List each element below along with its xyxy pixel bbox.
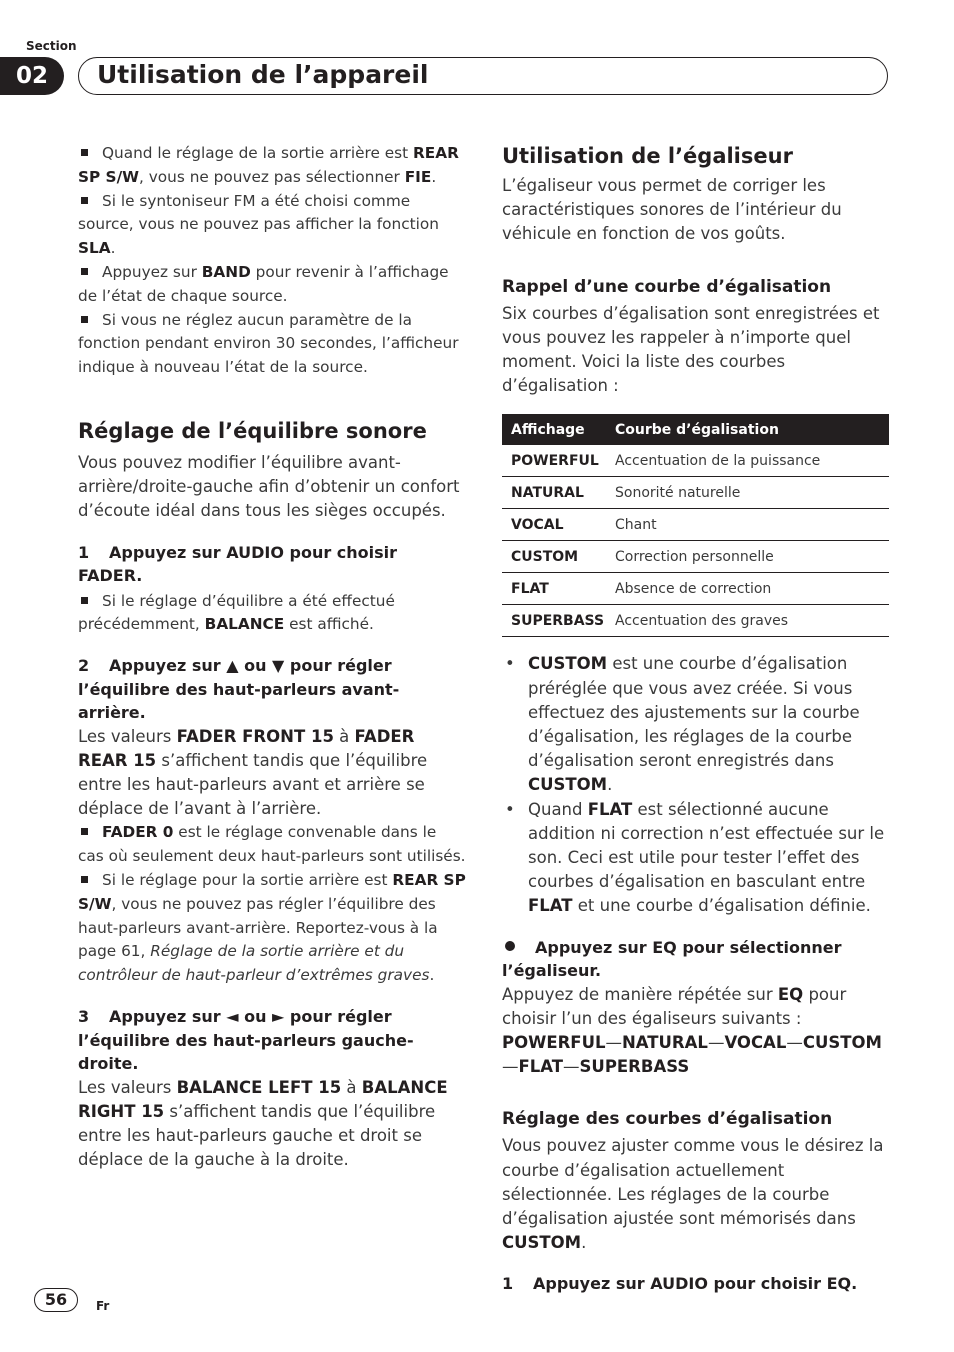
square-bullet-icon — [81, 268, 88, 275]
table-row: POWERFUL Accentuation de la puissance — [502, 445, 889, 477]
step-eq-body: Appuyez de manière répétée sur EQ pour choisir l’un des égaliseurs suivants : — [502, 984, 847, 1028]
table-header-row — [502, 414, 889, 445]
chapter-title-bar — [78, 57, 888, 95]
table-row: NATURAL Sonorité naturelle — [502, 477, 889, 509]
eq-sequence: POWERFUL—NATURAL—VOCAL—CUSTOM —FLAT—SUPERBASS — [502, 1033, 882, 1077]
heading-equalizer: Utilisation de l’égaliseur — [502, 144, 793, 168]
bullet-custom: • CUSTOM est une courbe d’égalisation préréglée que vous avez créée. Si vous effectuez des ajustements sur la courbe d’égalisation, les réglages de la courbe d’égalisation seront enregistrés dans CUSTOM. — [505, 654, 860, 795]
step-1-note: Si le réglage d’équilibre a été effectué précédemment, BALANCE est affiché. — [78, 591, 395, 634]
section-number: 02 — [0, 57, 64, 95]
eq-curve-table — [502, 414, 889, 637]
subheading-recall: Rappel d’une courbe d’égalisation — [502, 276, 832, 297]
adjust-body: Vous pouvez ajuster comme vous le désirez la courbe d’égalisation actuellement sélectionnée. Les réglages de la courbe d’égalisation ajustée sont mémorisés dans CUSTOM. — [502, 1136, 884, 1253]
bullet-flat: • Quand FLAT est sélectionné aucune addition ni correction n’est effectuée sur le son. Ceci est utile pour tester l’effet des courbes d’égalisation en basculant entre FLAT et une courbe d’égalisation définie. — [505, 799, 885, 916]
language-code: Fr — [96, 1299, 110, 1313]
step-eq: Appuyez sur EQ pour sélectionner l’égaliseur. — [502, 937, 842, 981]
square-bullet-icon — [81, 197, 88, 204]
chapter-title: Utilisation de l’appareil — [97, 60, 429, 89]
section-label: Section — [26, 39, 77, 53]
square-bullet-icon — [81, 876, 88, 883]
step-2: 2 Appuyez sur ▲ ou ▼ pour régler l’équilibre des haut-parleurs avant-arrière. — [78, 656, 400, 723]
subheading-adjust: Réglage des courbes d’égalisation — [502, 1109, 833, 1130]
step-2-note-rear: Si le réglage pour la sortie arrière est REAR SP S/W, vous ne pouvez pas régler l’équilibre des haut-parleurs avant-arrière. Reportez-vous à la page 61, Réglage de la sortie arrière et du contrôleur de haut-parleur d’extrêmes graves. — [78, 871, 466, 985]
equalizer-intro: L’égaliseur vous permet de corriger les caractéristiques sonores de l’intérieur du véhicule en fonction de vos goûts. — [502, 176, 842, 244]
balance-intro: Vous pouvez modifier l’équilibre avant-arrière/droite-gauche afin d’obtenir un confort d’écoute idéal dans tous les sièges occupés. — [78, 452, 460, 521]
page-number: 56 — [34, 1288, 78, 1312]
table-row: SUPERBASS Accentuation des graves — [502, 605, 889, 637]
left-column — [78, 142, 466, 1172]
bullet-dot-icon: • — [505, 799, 515, 819]
square-bullet-icon — [81, 316, 88, 323]
step-2-body: Les valeurs FADER FRONT 15 à FADER REAR 15 s’affichent tandis que l’équilibre entre les haut-parleurs avant et arrière se déplace de l’avant à l’arrière. — [78, 726, 428, 819]
step-3-body: Les valeurs BALANCE LEFT 15 à BALANCE RIGHT 15 s’affichent tandis que l’équilibre entre les haut-parleurs gauche et droit se déplace de la gauche à la droite. — [78, 1077, 448, 1170]
step-2-note-fader0: FADER 0 est le réglage convenable dans le cas où seulement deux haut-parleurs sont utilisés. — [78, 823, 466, 866]
right-column — [502, 142, 890, 1296]
square-bullet-icon — [81, 149, 88, 156]
heading-balance: Réglage de l’équilibre sonore — [78, 418, 427, 443]
step-final: 1 Appuyez sur AUDIO pour choisir EQ. — [502, 1274, 858, 1294]
step-3: 3 Appuyez sur ◄ ou ► pour régler l’équilibre des haut-parleurs gauche-droite. — [78, 1007, 414, 1074]
table-row: CUSTOM Correction personnelle — [502, 541, 889, 573]
note-rear-sp: Quand le réglage de la sortie arrière est REAR SP S/W, vous ne pouvez pas sélectionner FIE. — [78, 144, 459, 186]
square-bullet-icon — [81, 597, 88, 604]
note-band: Appuyez sur BAND pour revenir à l’affichage de l’état de chaque source. — [78, 262, 449, 305]
table-row: FLAT Absence de correction — [502, 573, 889, 605]
recall-body: Six courbes d’égalisation sont enregistrées et vous pouvez les rappeler à n’importe quel moment. Voici la liste des courbes d’égalisation : — [502, 303, 880, 396]
bullet-dot-icon: • — [505, 654, 515, 674]
table-row: VOCAL Chant — [502, 509, 889, 541]
circle-bullet-icon — [505, 941, 515, 951]
note-timeout: Si vous ne réglez aucun paramètre de la fonction pendant environ 30 secondes, l’afficheur indique à nouveau l’état de la source. — [78, 310, 459, 377]
table-header-curve: Courbe d’égalisation — [606, 414, 889, 445]
step-1: 1 Appuyez sur AUDIO pour choisir FADER. — [78, 542, 398, 586]
table-header-display: Affichage — [502, 414, 606, 445]
square-bullet-icon — [81, 828, 88, 835]
note-fm-sla: Si le syntoniseur FM a été choisi comme source, vous ne pouvez pas afficher la fonction SLA. — [78, 191, 439, 258]
